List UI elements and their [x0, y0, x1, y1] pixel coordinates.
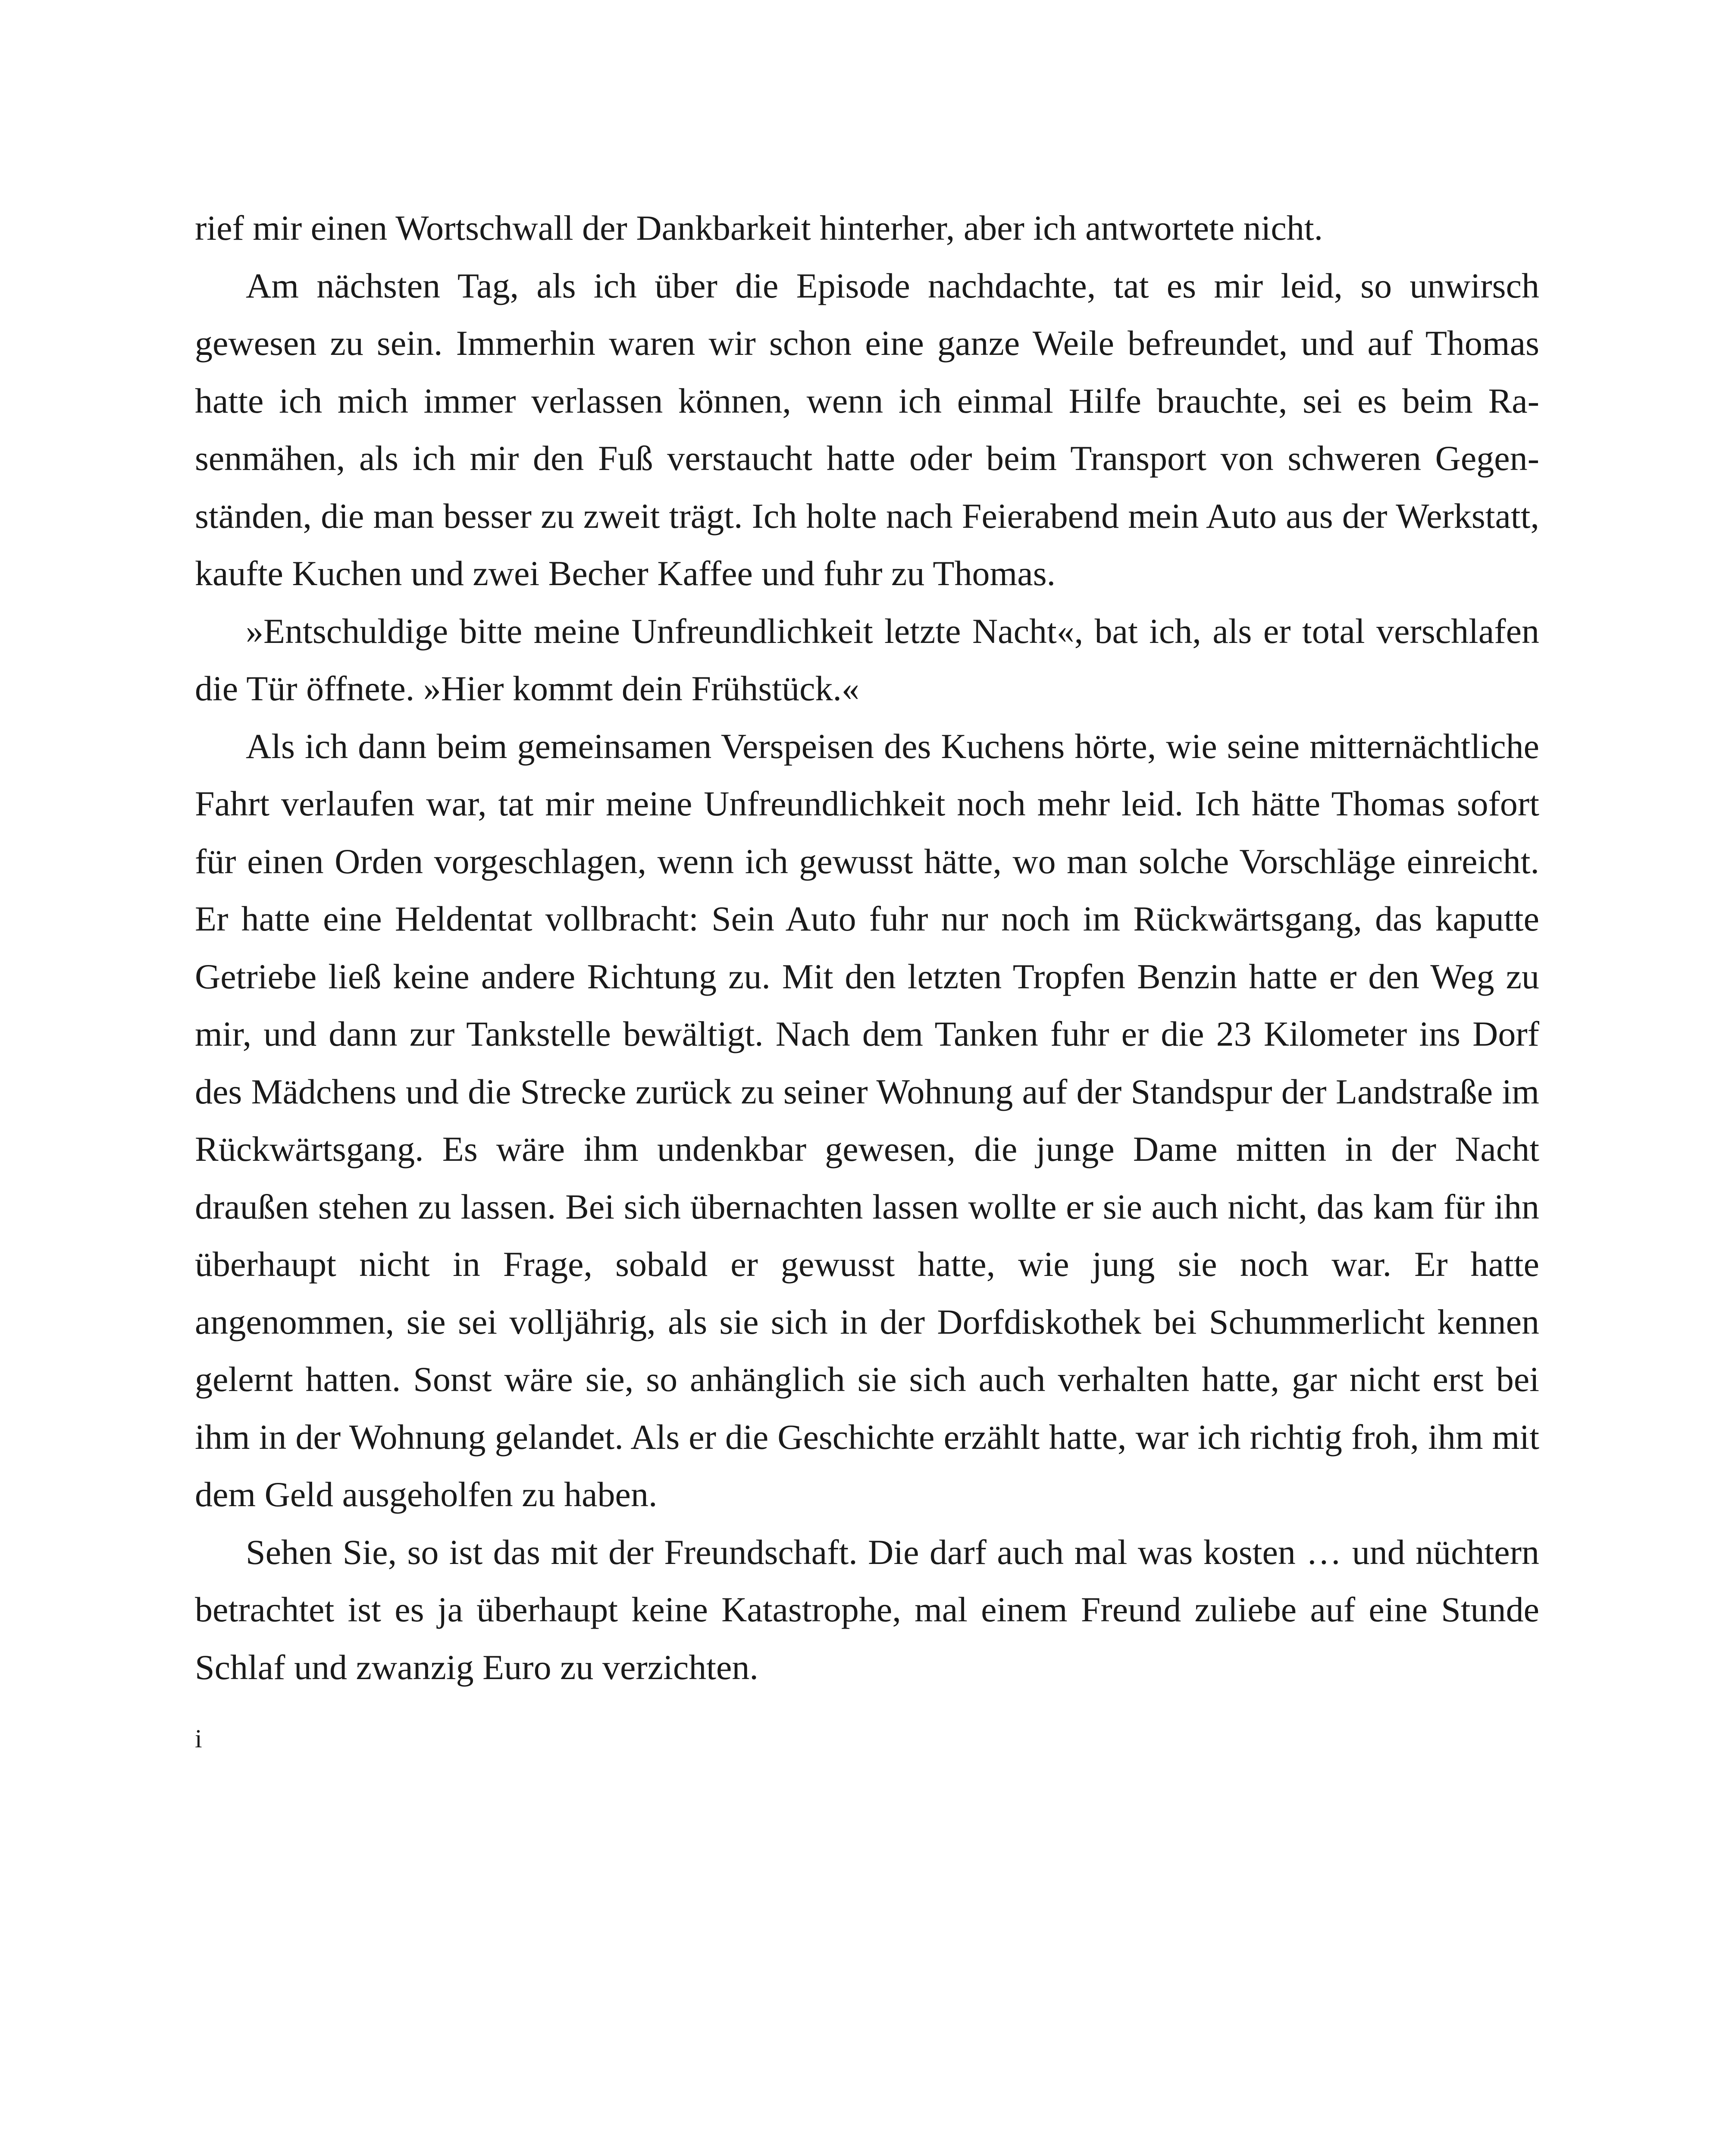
paragraph-1: rief mir einen Wortschwall der Dankbarkeit hinterher, aber ich antwortete nicht. [195, 208, 1323, 248]
body-text [195, 199, 1539, 1696]
paragraph-2: Am nächsten Tag, als ich über die Episode nachdachte, tat es mir leid, so unwirsch gewesen zu sein. Immerhin waren wir schon eine ganze Weile befreundet, und auf Thomas hatte ich mich immer verlassen können, wenn ich einmal Hilfe brauchte, sei es beim Rasenmähen, als ich mir den Fuß verstaucht hatte oder beim Transport von schweren Gegenständen, die man besser zu zweit trägt. Ich holte nach Feierabend mein Auto aus der Werkstatt, kaufte Kuchen und zwei Becher Kaffee und fuhr zu Thomas. [195, 266, 1539, 593]
paragraph-5: Sehen Sie, so ist das mit der Freundschaft. Die darf auch mal was kosten … und nüchtern betrachtet ist es ja überhaupt keine Katastrophe, mal einem Freund zuliebe auf eine Stunde Schlaf und zwanzig Euro zu verzichten. [195, 1532, 1539, 1687]
paragraph-4: Als ich dann beim gemeinsamen Verspeisen des Kuchens hörte, wie seine mitternächtliche Fahrt verlaufen war, tat mir meine Unfreundlichkeit noch mehr leid. Ich hätte Thomas sofort für einen Orden vorgeschlagen, wenn ich gewusst hätte, wo man solche Vorschläge einreicht. Er hatte eine Heldentat vollbracht: Sein Auto fuhr nur noch im Rückwärtsgang, das kaputte Getriebe ließ keine andere Richtung zu. Mit den letzten Tropfen Benzin hatte er den Weg zu mir, und dann zur Tankstelle bewältigt. Nach dem Tanken fuhr er die 23 Kilometer ins Dorf des Mädchens und die Strecke zurück zu seiner Wohnung auf der Standspur der Landstraße im Rückwärtsgang. Es wäre ihm undenkbar gewesen, die junge Dame mitten in der Nacht draußen stehen zu lassen. Bei sich übernachten lassen wollte er sie auch nicht, das kam für ihn überhaupt nicht in Frage, sobald er gewusst hatte, wie jung sie noch war. Er hatte angenommen, sie sei volljährig, als sie sich in der Dorfdiskothek bei Schummerlicht kennen gelernt hatten. Sonst wäre sie, so anhänglich sie sich auch verhalten hatte, gar nicht erst bei ihm in der Wohnung gelandet. Als er die Geschichte erzählt hatte, war ich richtig froh, ihm mit dem Geld ausgeholfen zu haben. [195, 726, 1539, 1514]
footnote-mark: i [195, 1724, 202, 1753]
paragraph-3: »Entschuldige bitte meine Unfreundlichkeit letzte Nacht«, bat ich, als er total verschlafen die Tür öffnete. »Hier kommt dein Frühstück.« [195, 611, 1539, 708]
